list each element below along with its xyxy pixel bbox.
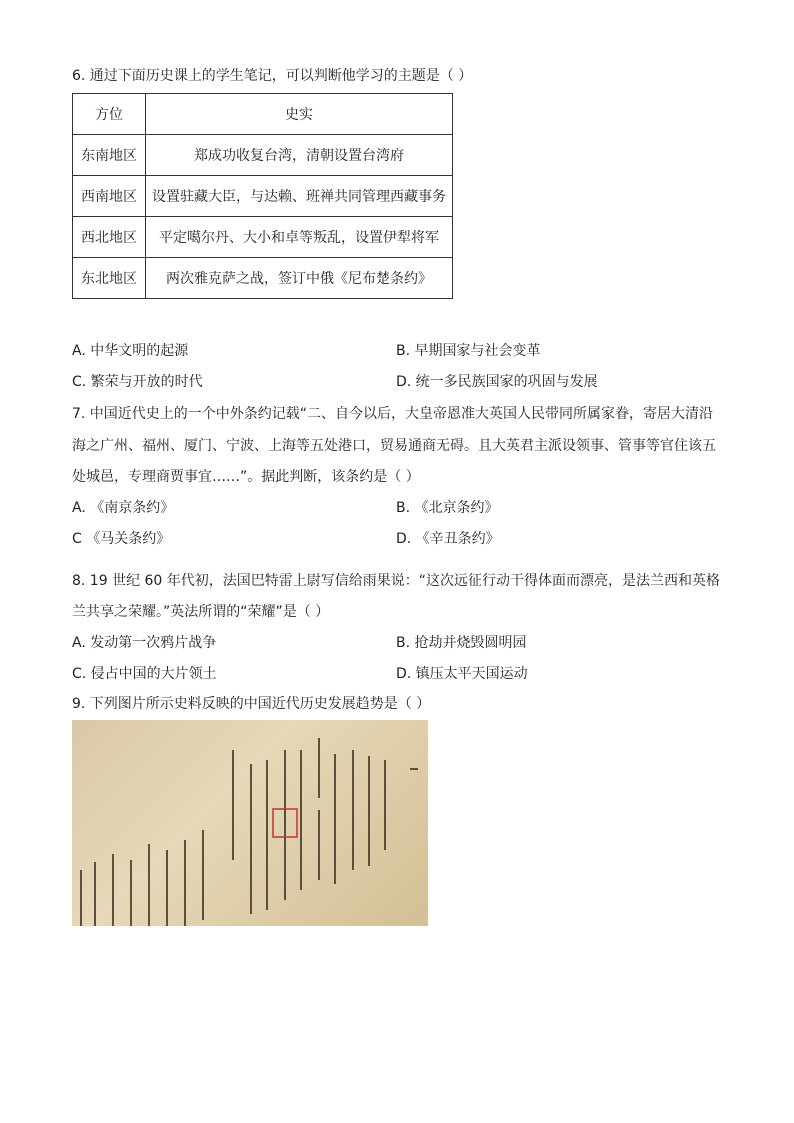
table-header-facts: 史实 [146,94,453,135]
table-row [73,135,453,176]
table-row [73,258,453,299]
table-cell-fact: 设置驻藏大臣，与达赖、班禅共同管理西藏事务 [146,176,453,217]
table-cell-fact: 平定噶尔丹、大小和卓等叛乱，设置伊犁将军 [146,217,453,258]
q6-option-d[interactable]: D. 统一多民族国家的巩固与发展 [396,374,598,390]
table-cell-region: 东北地区 [73,258,146,299]
q7-option-a[interactable]: A. 《南京条约》 [72,500,175,516]
table-row [73,217,453,258]
red-seal-icon [272,808,298,838]
table-header-row [73,94,453,135]
table-cell-region: 西北地区 [73,217,146,258]
q8-option-c[interactable]: C. 侵占中国的大片领土 [72,666,217,682]
q6-notes-table [72,93,453,299]
q6-option-c[interactable]: C. 繁荣与开放的时代 [72,374,203,390]
q8-stem-line1: 8. 19 世纪 60 年代初，法国巴特雷上尉写信给雨果说：“这次远征行动干得体面而漂亮，是法兰西和英格 [72,573,721,589]
q7-option-d[interactable]: D. 《辛丑条约》 [396,531,500,547]
q6-stem: 6. 通过下面历史课上的学生笔记，可以判断他学习的主题是（ ） [72,68,473,84]
q7-stem-line3: 处城邑，专理商贾事宜……”。据此判断，该条约是（ ） [72,469,420,485]
q8-stem-line2: 兰共享之荣耀。”英法所谓的“荣耀”是（ ） [72,604,330,620]
q6-option-b[interactable]: B. 早期国家与社会变革 [396,343,541,359]
q8-option-d[interactable]: D. 镇压太平天国运动 [396,666,528,682]
historical-document-image [72,720,428,926]
q7-stem-line2: 海之广州、福州、厦门、宁波、上海等五处港口，贸易通商无碍。且大英君主派设领事、管事等官住该五 [72,438,716,454]
q7-option-c[interactable]: C 《马关条约》 [72,531,171,547]
q7-option-b[interactable]: B. 《北京条约》 [396,500,499,516]
q8-option-b[interactable]: B. 抢劫并烧毁圆明园 [396,635,527,651]
table-cell-fact: 郑成功收复台湾，清朝设置台湾府 [146,135,453,176]
table-cell-region: 东南地区 [73,135,146,176]
q9-stem: 9. 下列图片所示史料反映的中国近代历史发展趋势是（ ） [72,696,431,712]
q6-option-a[interactable]: A. 中华文明的起源 [72,343,189,359]
q7-stem-line1: 7. 中国近代史上的一个中外条约记载“二、自今以后，大皇帝恩准大英国人民带同所属家眷，寄居大清沿 [72,406,714,422]
table-cell-region: 西南地区 [73,176,146,217]
q8-option-a[interactable]: A. 发动第一次鸦片战争 [72,635,217,651]
table-row [73,176,453,217]
table-header-direction: 方位 [73,94,146,135]
table-cell-fact: 两次雅克萨之战，签订中俄《尼布楚条约》 [146,258,453,299]
